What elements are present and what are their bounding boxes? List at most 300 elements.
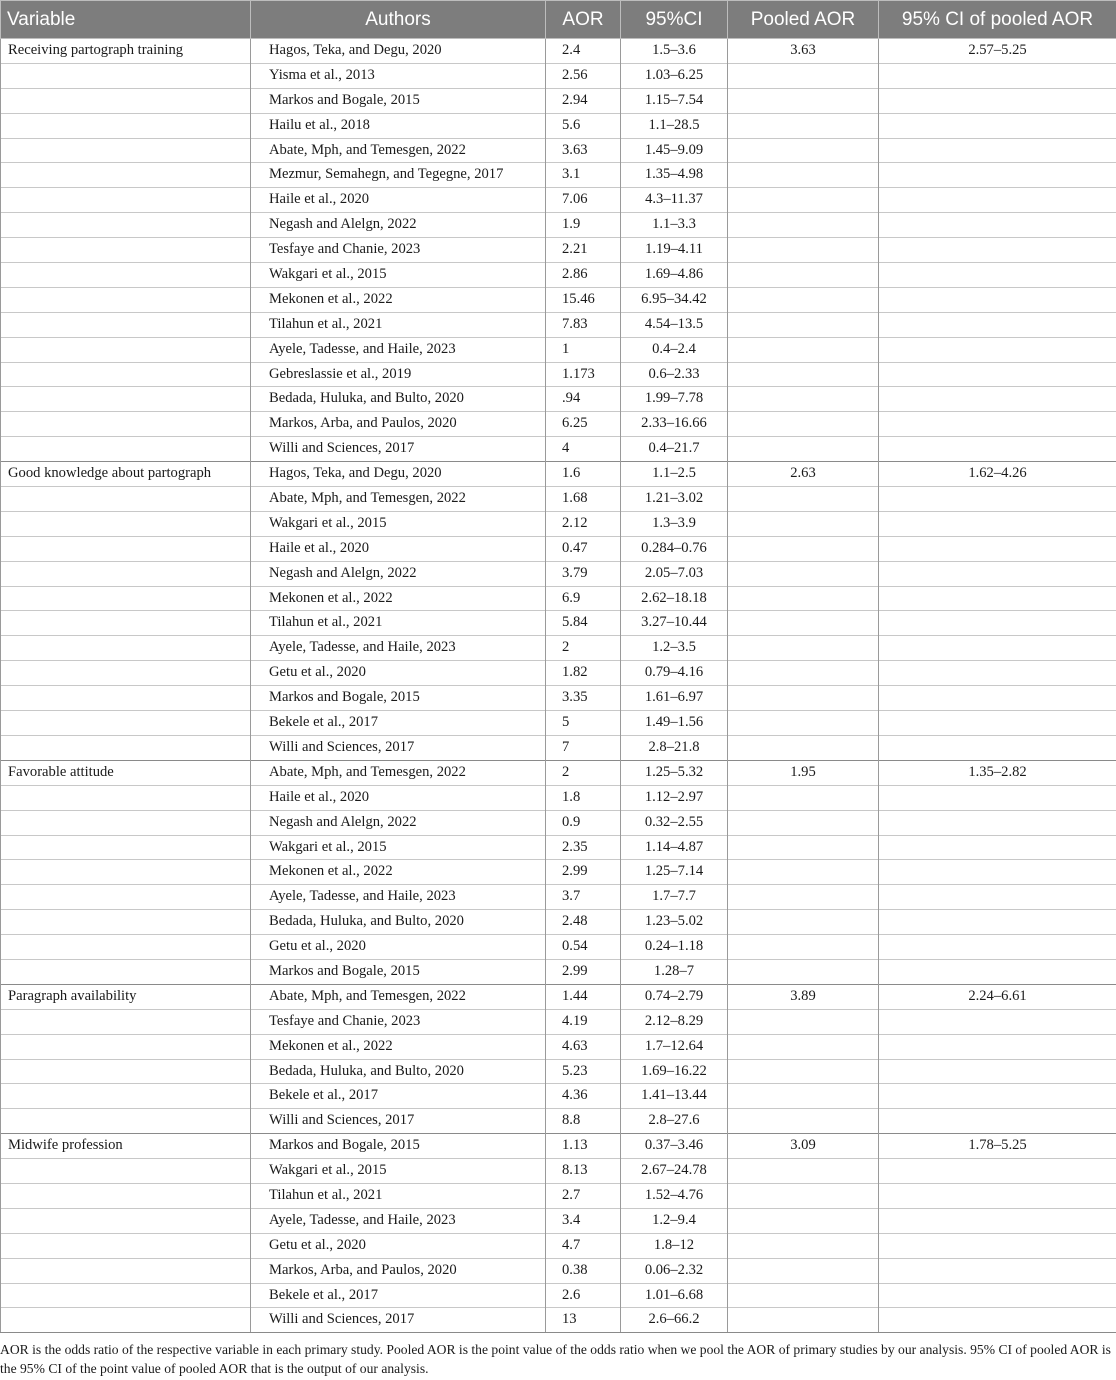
ci-cell: 1.61–6.97 xyxy=(621,686,728,711)
pooled-ci-cell xyxy=(879,636,1116,661)
table-row xyxy=(1,810,1116,835)
ci-cell: 1.7–12.64 xyxy=(621,1034,728,1059)
variable-cell xyxy=(1,362,251,387)
pooled-ci-cell xyxy=(879,1059,1116,1084)
aor-cell: 1 xyxy=(546,337,621,362)
author-cell: Markos and Bogale, 2015 xyxy=(251,686,546,711)
ci-cell: 1.52–4.76 xyxy=(621,1183,728,1208)
aor-cell: 3.1 xyxy=(546,163,621,188)
pooled-ci-cell xyxy=(879,312,1116,337)
variable-cell xyxy=(1,63,251,88)
pooled-aor-cell xyxy=(728,810,879,835)
pooled-ci-cell xyxy=(879,810,1116,835)
pooled-aor-cell xyxy=(728,387,879,412)
aor-cell: 3.63 xyxy=(546,138,621,163)
pooled-aor-cell xyxy=(728,910,879,935)
pooled-aor-cell xyxy=(728,163,879,188)
author-cell: Yisma et al., 2013 xyxy=(251,63,546,88)
table-row xyxy=(1,1009,1116,1034)
ci-cell: 2.8–27.6 xyxy=(621,1109,728,1134)
pooled-ci-cell xyxy=(879,88,1116,113)
author-cell: Bekele et al., 2017 xyxy=(251,711,546,736)
ci-cell: 2.62–18.18 xyxy=(621,586,728,611)
variable-cell xyxy=(1,959,251,984)
author-cell: Tilahun et al., 2021 xyxy=(251,312,546,337)
author-cell: Getu et al., 2020 xyxy=(251,1233,546,1258)
table-row xyxy=(1,935,1116,960)
table-row xyxy=(1,1183,1116,1208)
pooled-aor-cell xyxy=(728,561,879,586)
pooled-aor-cell xyxy=(728,213,879,238)
aor-cell: 4.19 xyxy=(546,1009,621,1034)
pooled-ci-cell xyxy=(879,860,1116,885)
pooled-ci-cell: 1.78–5.25 xyxy=(879,1134,1116,1159)
author-cell: Abate, Mph, and Temesgen, 2022 xyxy=(251,487,546,512)
aor-cell: 0.54 xyxy=(546,935,621,960)
pooled-ci-cell xyxy=(879,387,1116,412)
aor-cell: 0.38 xyxy=(546,1258,621,1283)
author-cell: Abate, Mph, and Temesgen, 2022 xyxy=(251,138,546,163)
header-variable: Variable xyxy=(1,1,251,39)
author-cell: Willi and Sciences, 2017 xyxy=(251,735,546,760)
pooled-ci-cell xyxy=(879,910,1116,935)
author-cell: Haile et al., 2020 xyxy=(251,536,546,561)
ci-cell: 1.15–7.54 xyxy=(621,88,728,113)
table-row xyxy=(1,885,1116,910)
ci-cell: 1.01–6.68 xyxy=(621,1283,728,1308)
table-row xyxy=(1,437,1116,462)
pooled-aor-cell xyxy=(728,935,879,960)
variable-cell xyxy=(1,711,251,736)
pooled-aor-cell xyxy=(728,885,879,910)
header-authors: Authors xyxy=(251,1,546,39)
author-cell: Mezmur, Semahegn, and Tegegne, 2017 xyxy=(251,163,546,188)
table-row xyxy=(1,1208,1116,1233)
variable-cell xyxy=(1,138,251,163)
pooled-ci-cell xyxy=(879,686,1116,711)
author-cell: Mekonen et al., 2022 xyxy=(251,586,546,611)
pooled-ci-cell xyxy=(879,835,1116,860)
variable-cell xyxy=(1,785,251,810)
table-row xyxy=(1,1034,1116,1059)
pooled-ci-cell xyxy=(879,661,1116,686)
table-row xyxy=(1,686,1116,711)
variable-cell xyxy=(1,910,251,935)
aor-cell: 5.23 xyxy=(546,1059,621,1084)
aor-cell: 5 xyxy=(546,711,621,736)
variable-cell xyxy=(1,686,251,711)
aor-cell: 4.36 xyxy=(546,1084,621,1109)
author-cell: Markos, Arba, and Paulos, 2020 xyxy=(251,412,546,437)
aor-cell: 2.94 xyxy=(546,88,621,113)
ci-cell: 1.03–6.25 xyxy=(621,63,728,88)
aor-cell: 1.13 xyxy=(546,1134,621,1159)
pooled-ci-cell xyxy=(879,487,1116,512)
ci-cell: 1.2–9.4 xyxy=(621,1208,728,1233)
table-row xyxy=(1,1059,1116,1084)
aor-cell: 7.06 xyxy=(546,188,621,213)
ci-cell: 1.21–3.02 xyxy=(621,487,728,512)
ci-cell: 1.99–7.78 xyxy=(621,387,728,412)
ci-cell: 0.24–1.18 xyxy=(621,935,728,960)
ci-cell: 1.49–1.56 xyxy=(621,711,728,736)
table-row xyxy=(1,561,1116,586)
ci-cell: 1.1–28.5 xyxy=(621,113,728,138)
aor-cell: 2.12 xyxy=(546,511,621,536)
pooled-ci-cell xyxy=(879,735,1116,760)
ci-cell: 0.79–4.16 xyxy=(621,661,728,686)
aor-cell: 5.6 xyxy=(546,113,621,138)
aor-cell: 2.7 xyxy=(546,1183,621,1208)
variable-cell xyxy=(1,536,251,561)
ci-cell: 2.8–21.8 xyxy=(621,735,728,760)
aor-cell: 8.8 xyxy=(546,1109,621,1134)
pooled-aor-cell xyxy=(728,860,879,885)
aor-cell: 3.4 xyxy=(546,1208,621,1233)
aor-cell: 2.35 xyxy=(546,835,621,860)
pooled-ci-cell xyxy=(879,1183,1116,1208)
variable-cell xyxy=(1,885,251,910)
ci-cell: 1.28–7 xyxy=(621,959,728,984)
author-cell: Bedada, Huluka, and Bulto, 2020 xyxy=(251,387,546,412)
author-cell: Markos and Bogale, 2015 xyxy=(251,88,546,113)
table-body xyxy=(1,39,1116,1333)
aor-cell: 2.99 xyxy=(546,959,621,984)
aor-cell: 3.79 xyxy=(546,561,621,586)
aor-cell: 1.8 xyxy=(546,785,621,810)
table-row xyxy=(1,959,1116,984)
pooled-ci-cell: 1.35–2.82 xyxy=(879,760,1116,785)
aor-cell: 1.173 xyxy=(546,362,621,387)
author-cell: Tilahun et al., 2021 xyxy=(251,1183,546,1208)
variable-cell xyxy=(1,1183,251,1208)
pooled-ci-cell xyxy=(879,1233,1116,1258)
pooled-aor-cell xyxy=(728,1059,879,1084)
aor-cell: 2.48 xyxy=(546,910,621,935)
variable-cell xyxy=(1,487,251,512)
variable-cell xyxy=(1,810,251,835)
author-cell: Mekonen et al., 2022 xyxy=(251,1034,546,1059)
pooled-aor-cell xyxy=(728,686,879,711)
pooled-aor-cell xyxy=(728,312,879,337)
table-row xyxy=(1,213,1116,238)
pooled-ci-cell xyxy=(879,63,1116,88)
pooled-aor-cell xyxy=(728,337,879,362)
table-row xyxy=(1,1134,1116,1159)
aor-cell: 4 xyxy=(546,437,621,462)
ci-cell: 4.54–13.5 xyxy=(621,312,728,337)
author-cell: Willi and Sciences, 2017 xyxy=(251,437,546,462)
table-row xyxy=(1,636,1116,661)
table-row xyxy=(1,1233,1116,1258)
pooled-aor-cell xyxy=(728,362,879,387)
author-cell: Getu et al., 2020 xyxy=(251,935,546,960)
author-cell: Ayele, Tadesse, and Haile, 2023 xyxy=(251,1208,546,1233)
aor-cell: 6.25 xyxy=(546,412,621,437)
pooled-ci-cell xyxy=(879,412,1116,437)
header-ci: 95%CI xyxy=(621,1,728,39)
variable-cell xyxy=(1,661,251,686)
ci-cell: 4.3–11.37 xyxy=(621,188,728,213)
table-row xyxy=(1,1258,1116,1283)
pooled-ci-cell xyxy=(879,711,1116,736)
author-cell: Mekonen et al., 2022 xyxy=(251,287,546,312)
variable-cell xyxy=(1,1034,251,1059)
variable-cell xyxy=(1,1258,251,1283)
pooled-ci-cell xyxy=(879,1034,1116,1059)
author-cell: Markos and Bogale, 2015 xyxy=(251,959,546,984)
variable-cell xyxy=(1,287,251,312)
ci-cell: 1.1–2.5 xyxy=(621,462,728,487)
pooled-ci-cell: 2.24–6.61 xyxy=(879,984,1116,1009)
author-cell: Markos and Bogale, 2015 xyxy=(251,1134,546,1159)
aor-cell: .94 xyxy=(546,387,621,412)
ci-cell: 0.06–2.32 xyxy=(621,1258,728,1283)
pooled-ci-cell xyxy=(879,935,1116,960)
author-cell: Willi and Sciences, 2017 xyxy=(251,1308,546,1333)
ci-cell: 1.41–13.44 xyxy=(621,1084,728,1109)
table-footnote: AOR is the odds ratio of the respective variable in each primary study. Pooled AOR is the point value of the odds ratio when we pool the AOR of primary studies by our analysis. 95% CI of pooled AOR is the 95% CI of the point value of pooled AOR that is the output of our analysis. xyxy=(0,1342,1111,1376)
pooled-aor-cell: 3.63 xyxy=(728,39,879,64)
table-row xyxy=(1,661,1116,686)
pooled-ci-cell xyxy=(879,1159,1116,1184)
author-cell: Tilahun et al., 2021 xyxy=(251,611,546,636)
aor-cell: 2.6 xyxy=(546,1283,621,1308)
aor-cell: 1.68 xyxy=(546,487,621,512)
ci-cell: 2.67–24.78 xyxy=(621,1159,728,1184)
aor-cell: 3.35 xyxy=(546,686,621,711)
variable-cell xyxy=(1,586,251,611)
pooled-aor-cell xyxy=(728,63,879,88)
aor-cell: 7 xyxy=(546,735,621,760)
pooled-ci-cell xyxy=(879,213,1116,238)
pooled-aor-cell xyxy=(728,113,879,138)
pooled-ci-cell xyxy=(879,885,1116,910)
author-cell: Bekele et al., 2017 xyxy=(251,1283,546,1308)
pooled-aor-cell xyxy=(728,287,879,312)
variable-cell xyxy=(1,636,251,661)
table-row xyxy=(1,63,1116,88)
pooled-ci-cell xyxy=(879,1258,1116,1283)
variable-cell: Receiving partograph training xyxy=(1,39,251,64)
author-cell: Abate, Mph, and Temesgen, 2022 xyxy=(251,984,546,1009)
ci-cell: 0.4–21.7 xyxy=(621,437,728,462)
aor-cell: 3.7 xyxy=(546,885,621,910)
pooled-ci-cell xyxy=(879,1084,1116,1109)
variable-cell xyxy=(1,88,251,113)
ci-cell: 0.37–3.46 xyxy=(621,1134,728,1159)
author-cell: Willi and Sciences, 2017 xyxy=(251,1109,546,1134)
table-row xyxy=(1,163,1116,188)
pooled-ci-cell xyxy=(879,188,1116,213)
author-cell: Negash and Alelgn, 2022 xyxy=(251,561,546,586)
table-row xyxy=(1,611,1116,636)
table-row xyxy=(1,1109,1116,1134)
aor-cell: 4.63 xyxy=(546,1034,621,1059)
pooled-ci-cell xyxy=(879,959,1116,984)
ci-cell: 0.4–2.4 xyxy=(621,337,728,362)
table-row xyxy=(1,735,1116,760)
ci-cell: 0.32–2.55 xyxy=(621,810,728,835)
variable-cell xyxy=(1,1233,251,1258)
table-row xyxy=(1,511,1116,536)
variable-cell: Midwife profession xyxy=(1,1134,251,1159)
ci-cell: 1.25–7.14 xyxy=(621,860,728,885)
header-aor: AOR xyxy=(546,1,621,39)
variable-cell: Favorable attitude xyxy=(1,760,251,785)
variable-cell xyxy=(1,1109,251,1134)
table-row xyxy=(1,711,1116,736)
ci-cell: 1.5–3.6 xyxy=(621,39,728,64)
variable-cell xyxy=(1,337,251,362)
table-row xyxy=(1,387,1116,412)
ci-cell: 2.6–66.2 xyxy=(621,1308,728,1333)
variable-cell xyxy=(1,238,251,263)
variable-cell xyxy=(1,312,251,337)
table-row xyxy=(1,138,1116,163)
pooled-ci-cell xyxy=(879,138,1116,163)
pooled-aor-cell xyxy=(728,188,879,213)
ci-cell: 0.284–0.76 xyxy=(621,536,728,561)
ci-cell: 0.6–2.33 xyxy=(621,362,728,387)
ci-cell: 1.45–9.09 xyxy=(621,138,728,163)
variable-cell xyxy=(1,163,251,188)
ci-cell: 1.23–5.02 xyxy=(621,910,728,935)
pooled-aor-cell xyxy=(728,611,879,636)
aor-cell: 2.56 xyxy=(546,63,621,88)
author-cell: Gebreslassie et al., 2019 xyxy=(251,362,546,387)
pooled-aor-cell: 3.89 xyxy=(728,984,879,1009)
pooled-aor-cell xyxy=(728,1258,879,1283)
author-cell: Ayele, Tadesse, and Haile, 2023 xyxy=(251,636,546,661)
header-pooled-aor: Pooled AOR xyxy=(728,1,879,39)
pooled-aor-cell xyxy=(728,735,879,760)
pooled-aor-cell xyxy=(728,636,879,661)
pooled-aor-cell xyxy=(728,487,879,512)
pooled-aor-cell xyxy=(728,1109,879,1134)
variable-cell xyxy=(1,437,251,462)
variable-cell xyxy=(1,213,251,238)
author-cell: Wakgari et al., 2015 xyxy=(251,1159,546,1184)
aor-cell: 0.47 xyxy=(546,536,621,561)
pooled-ci-cell xyxy=(879,113,1116,138)
ci-cell: 1.19–4.11 xyxy=(621,238,728,263)
pooled-aor-cell: 2.63 xyxy=(728,462,879,487)
aor-cell: 1.6 xyxy=(546,462,621,487)
author-cell: Negash and Alelgn, 2022 xyxy=(251,213,546,238)
variable-cell xyxy=(1,860,251,885)
author-cell: Tesfaye and Chanie, 2023 xyxy=(251,1009,546,1034)
table-row xyxy=(1,412,1116,437)
ci-cell: 1.3–3.9 xyxy=(621,511,728,536)
author-cell: Markos, Arba, and Paulos, 2020 xyxy=(251,1258,546,1283)
ci-cell: 2.33–16.66 xyxy=(621,412,728,437)
author-cell: Wakgari et al., 2015 xyxy=(251,263,546,288)
ci-cell: 0.74–2.79 xyxy=(621,984,728,1009)
table-row xyxy=(1,835,1116,860)
pooled-aor-cell: 3.09 xyxy=(728,1134,879,1159)
pooled-ci-cell xyxy=(879,238,1116,263)
pooled-aor-cell xyxy=(728,1034,879,1059)
author-cell: Getu et al., 2020 xyxy=(251,661,546,686)
pooled-aor-cell xyxy=(728,959,879,984)
table-row xyxy=(1,312,1116,337)
variable-cell xyxy=(1,1084,251,1109)
variable-cell xyxy=(1,735,251,760)
ci-cell: 2.05–7.03 xyxy=(621,561,728,586)
author-cell: Ayele, Tadesse, and Haile, 2023 xyxy=(251,885,546,910)
header-pooled-ci: 95% CI of pooled AOR xyxy=(879,1,1116,39)
ci-cell: 1.7–7.7 xyxy=(621,885,728,910)
aor-cell: 2.86 xyxy=(546,263,621,288)
aor-cell: 2.21 xyxy=(546,238,621,263)
ci-cell: 1.12–2.97 xyxy=(621,785,728,810)
pooled-ci-cell xyxy=(879,611,1116,636)
aor-cell: 15.46 xyxy=(546,287,621,312)
pooled-aor-cell xyxy=(728,1283,879,1308)
ci-cell: 1.2–3.5 xyxy=(621,636,728,661)
pooled-ci-cell xyxy=(879,287,1116,312)
variable-cell xyxy=(1,188,251,213)
table-row xyxy=(1,487,1116,512)
author-cell: Wakgari et al., 2015 xyxy=(251,835,546,860)
aor-cell: 0.9 xyxy=(546,810,621,835)
table-row xyxy=(1,536,1116,561)
aor-cell: 1.9 xyxy=(546,213,621,238)
ci-cell: 2.12–8.29 xyxy=(621,1009,728,1034)
aor-cell: 5.84 xyxy=(546,611,621,636)
variable-cell xyxy=(1,561,251,586)
table-row xyxy=(1,910,1116,935)
table-row xyxy=(1,984,1116,1009)
pooled-ci-cell xyxy=(879,362,1116,387)
pooled-aor-cell: 1.95 xyxy=(728,760,879,785)
table-row xyxy=(1,860,1116,885)
variable-cell xyxy=(1,611,251,636)
variable-cell xyxy=(1,1059,251,1084)
pooled-ci-cell xyxy=(879,263,1116,288)
pooled-ci-cell xyxy=(879,163,1116,188)
pooled-aor-cell xyxy=(728,835,879,860)
pooled-ci-cell xyxy=(879,536,1116,561)
table-row xyxy=(1,1308,1116,1333)
table-row xyxy=(1,238,1116,263)
author-cell: Ayele, Tadesse, and Haile, 2023 xyxy=(251,337,546,362)
ci-cell: 6.95–34.42 xyxy=(621,287,728,312)
pooled-ci-cell xyxy=(879,1009,1116,1034)
table-row xyxy=(1,1159,1116,1184)
aor-cell: 7.83 xyxy=(546,312,621,337)
table-row xyxy=(1,39,1116,64)
author-cell: Hailu et al., 2018 xyxy=(251,113,546,138)
table-row xyxy=(1,1084,1116,1109)
author-cell: Hagos, Teka, and Degu, 2020 xyxy=(251,39,546,64)
author-cell: Bekele et al., 2017 xyxy=(251,1084,546,1109)
table-row xyxy=(1,337,1116,362)
pooled-aor-cell xyxy=(728,88,879,113)
variable-cell xyxy=(1,387,251,412)
variable-cell xyxy=(1,1308,251,1333)
variable-cell xyxy=(1,511,251,536)
table-row xyxy=(1,188,1116,213)
pooled-aor-cell xyxy=(728,138,879,163)
aor-cell: 2 xyxy=(546,760,621,785)
pooled-aor-cell xyxy=(728,1308,879,1333)
table-row xyxy=(1,1283,1116,1308)
pooled-aor-cell xyxy=(728,238,879,263)
ci-cell: 1.69–4.86 xyxy=(621,263,728,288)
aor-cell: 2.4 xyxy=(546,39,621,64)
